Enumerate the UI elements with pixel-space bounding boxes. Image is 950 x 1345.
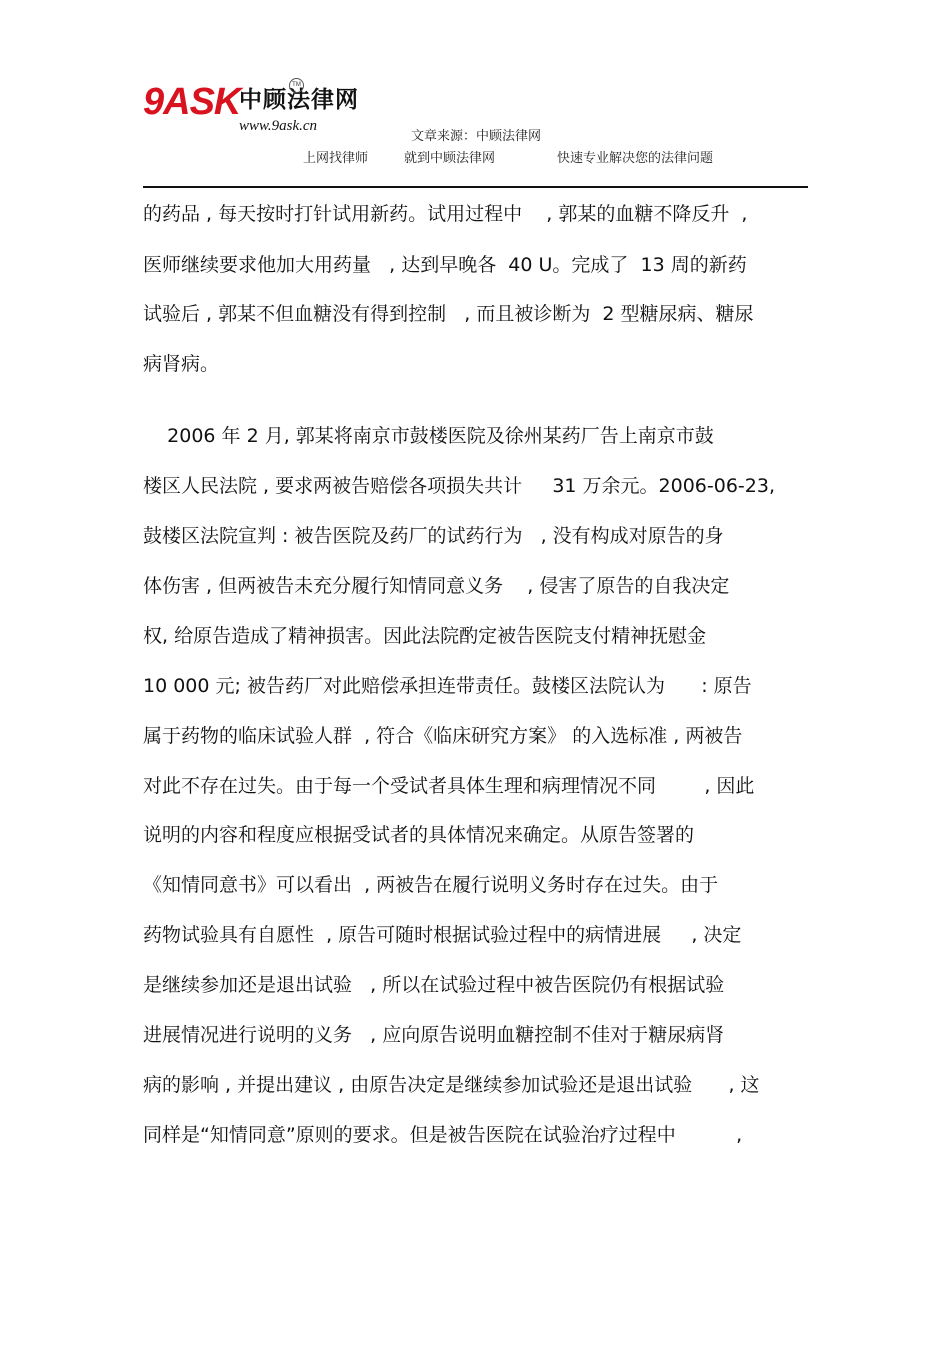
body-line: 体伤害 , 但两被告未充分履行知情同意义务 , 侵害了原告的自我决定 xyxy=(143,575,730,597)
body-line: 是继续参加还是退出试验 , 所以在试验过程中被告医院仍有根据试验 xyxy=(143,974,725,996)
logo-site-name: 中顾法律网 xyxy=(239,87,359,113)
body-line: 医师继续要求他加大用药量 , 达到早晚各 40 U。完成了 13 周的新药 xyxy=(143,254,747,276)
body-line: 《知情同意书》可以看出 , 两被告在履行说明义务时存在过失。由于 xyxy=(143,874,719,896)
body-line: 楼区人民法院 , 要求两被告赔偿各项损失共计 31 万余元。2006-06-23, xyxy=(143,475,775,497)
body-line: 鼓楼区法院宣判 : 被告医院及药厂的试药行为 , 没有构成对原告的身 xyxy=(143,525,724,547)
body-line: 说明的内容和程度应根据受试者的具体情况来确定。从原告签署的 xyxy=(143,824,695,846)
body-line: 2006 年 2 月, 郭某将南京市鼓楼医院及徐州某药厂告上南京市鼓 xyxy=(143,425,714,447)
trademark-icon: TM xyxy=(289,78,304,93)
body-line: 10 000 元; 被告药厂对此赔偿承担连带责任。鼓楼区法院认为 : 原告 xyxy=(143,675,752,697)
body-line: 病的影响 , 并提出建议 , 由原告决定是继续参加试验还是退出试验 , 这 xyxy=(143,1074,760,1096)
body-line: 同样是“知情同意”原则的要求。但是被告医院在试验治疗过程中 , xyxy=(143,1124,743,1146)
body-line: 属于药物的临床试验人群 , 符合《临床研究方案》 的入选标准 , 两被告 xyxy=(143,725,743,747)
body-line: 的药品 , 每天按时打针试用新药。试用过程中 , 郭某的血糖不降反升 , xyxy=(143,203,748,225)
header-divider xyxy=(143,186,808,188)
body-line: 药物试验具有自愿性 , 原告可随时根据试验过程中的病情进展 , 决定 xyxy=(143,924,742,946)
body-line: 进展情况进行说明的义务 , 应向原告说明血糖控制不佳对于糖尿病肾 xyxy=(143,1024,725,1046)
body-line: 试验后 , 郭某不但血糖没有得到控制 , 而且被诊断为 2 型糖尿病、糖尿 xyxy=(143,303,754,325)
tagline-solve-problems: 快速专业解决您的法律问题 xyxy=(557,151,714,166)
body-line: 权, 给原告造成了精神损害。因此法院酌定被告医院支付精神抚慰金 xyxy=(143,625,707,647)
logo-mark: 9ASK xyxy=(143,81,241,123)
article-source: 文章来源：中顾法律网 xyxy=(411,129,542,144)
tagline-site-link[interactable]: 就到中顾法律网 xyxy=(404,151,496,166)
body-line: 对此不存在过失。由于每一个受试者具体生理和病理情况不同 , 因此 xyxy=(143,775,755,797)
body-line: 病肾病。 xyxy=(143,353,220,375)
site-logo[interactable] xyxy=(143,78,393,140)
tagline-find-lawyer: 上网找律师 xyxy=(303,151,369,166)
logo-url: www.9ask.cn xyxy=(239,118,318,134)
